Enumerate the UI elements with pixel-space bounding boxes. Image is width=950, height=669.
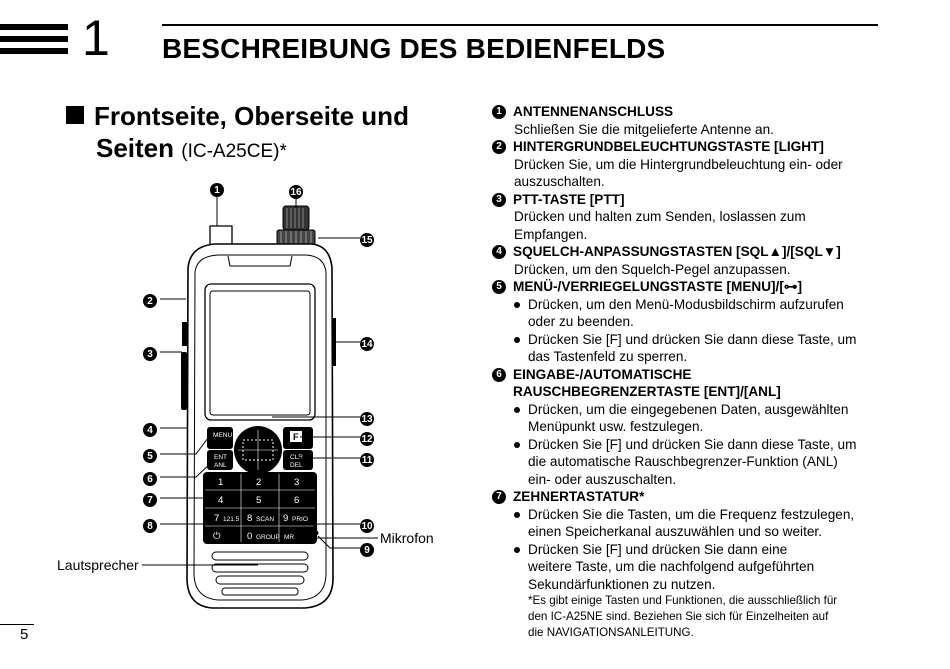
item-number: 6 <box>492 368 506 382</box>
anl-key-label: ANL <box>214 462 227 469</box>
page-number: 5 <box>20 626 29 643</box>
item-number: 2 <box>492 140 506 154</box>
bullet-line: Drücken, um den Menü-Modusbildschirm aufzurufen <box>528 296 844 312</box>
f-key-label: F <box>293 432 299 442</box>
item-desc: Empfangen. <box>514 226 588 242</box>
callout-6: 6 <box>143 472 157 486</box>
bullet-dot-icon <box>514 547 520 553</box>
footnote-line: den IC-A25NE sind. Beziehen Sie sich für Einzelheiten auf <box>528 610 829 623</box>
description-list <box>492 103 932 641</box>
bullet-line: Drücken Sie [F] und drücken Sie dann diese Taste, um <box>528 436 857 452</box>
power-icon: ⏻ <box>213 531 221 542</box>
ent-key-label: ENT <box>214 454 227 461</box>
item-title: ZEHNERTASTATUR* <box>513 489 645 504</box>
mr-key-label: MR <box>284 534 295 541</box>
item-number: 7 <box>492 490 506 504</box>
bullet-dot-icon <box>514 302 520 308</box>
microphone-hole <box>314 531 319 536</box>
bullet-line: das Tastenfeld zu sperren. <box>528 349 688 364</box>
footnote <box>492 593 932 641</box>
del-key-label: DEL <box>290 462 303 469</box>
bullet-dot-icon <box>514 442 520 448</box>
key-7: 7 <box>214 513 220 524</box>
key-0-sub: GROUP <box>256 534 280 541</box>
item-number: 1 <box>492 105 506 119</box>
key-8: 8 <box>247 513 253 524</box>
bullet-line: oder zu beenden. <box>528 314 634 329</box>
item-6 <box>492 366 932 489</box>
bullet-dot-icon <box>514 337 520 343</box>
callout-4: 4 <box>143 423 157 437</box>
bullet <box>492 296 932 331</box>
bullet-line: einen Speicherkanal auszuwählen und so weiter. <box>528 524 822 539</box>
speaker-label: Lautsprecher <box>57 557 139 573</box>
callout-10: 10 <box>361 520 373 532</box>
bullet <box>492 506 932 541</box>
item-title: MENÜ-/VERRIEGELUNGSTASTE [MENU]/[⊶] <box>513 279 802 294</box>
item-desc: auszuschalten. <box>514 174 605 189</box>
item-number: 5 <box>492 280 506 294</box>
callout-8: 8 <box>143 519 157 533</box>
key-9: 9 <box>283 513 289 524</box>
item-title-line2: RAUSCHBEGRENZERTASTE [ENT]/[ANL] <box>513 384 781 399</box>
footnote-line: die NAVIGATIONSANLEITUNG. <box>528 626 694 639</box>
ptt-button <box>181 352 187 410</box>
item-number: 3 <box>492 193 506 207</box>
item-title: PTT-TASTE [PTT] <box>513 191 625 207</box>
bullet-line: Drücken, um die eingegebenen Daten, ausgewählten <box>528 401 849 417</box>
microphone-label: Mikrofon <box>380 530 434 546</box>
footnote-line: *Es gibt einige Tasten und Funktionen, die ausschließlich für <box>528 594 838 607</box>
key-3: 3 <box>294 477 300 488</box>
callout-9: 9 <box>360 543 374 557</box>
item-title: ANTENNENANSCHLUSS <box>513 104 674 119</box>
callout-3: 3 <box>143 347 157 361</box>
item-title: SQUELCH-ANPASSUNGSTASTEN [SQL▲]/[SQL▼] <box>513 244 841 259</box>
item-desc: Drücken und halten zum Senden, loslassen zum <box>514 209 806 224</box>
bullet <box>492 331 932 366</box>
item-5 <box>492 278 932 366</box>
callout-5: 5 <box>143 449 157 463</box>
key-0: 0 <box>247 531 253 542</box>
key-9-sub: PRIO <box>292 516 308 523</box>
callout-14: 14 <box>361 338 373 350</box>
callout-11: 11 <box>361 454 373 466</box>
key-6: 6 <box>294 495 300 506</box>
page-number-rule <box>0 624 34 625</box>
item-title: EINGABE-/AUTOMATISCHE <box>513 366 692 382</box>
key-1: 1 <box>218 477 224 488</box>
item-1 <box>492 103 932 138</box>
key-7-sub: 121.5 <box>223 516 240 523</box>
key-2: 2 <box>256 477 262 488</box>
chapter-number: 1 <box>82 10 110 66</box>
key-5: 5 <box>256 495 262 506</box>
item-number: 4 <box>492 245 506 259</box>
bullet-line: Drücken Sie [F] und drücken Sie dann eine <box>528 541 788 557</box>
item-title: HINTERGRUNDBELEUCHTUNGSTASTE [LIGHT] <box>513 139 824 154</box>
bullet <box>492 401 932 436</box>
item-desc: Schließen Sie die mitgelieferte Antenne an. <box>514 121 774 137</box>
callout-12: 12 <box>361 433 373 445</box>
model-name: (IC-A25CE)* <box>181 141 287 162</box>
volume-knob <box>277 206 315 246</box>
chapter-title: BESCHREIBUNG DES BEDIENFELDS <box>162 33 666 64</box>
bullet-line: Drücken Sie [F] und drücken Sie dann diese Taste, um <box>528 331 857 347</box>
bullet <box>492 541 932 594</box>
callout-13: 13 <box>361 413 373 425</box>
callout-16: 16 <box>290 186 302 198</box>
bullet-line: die automatische Rauschbegrenzer-Funktion (ANL) <box>528 454 838 469</box>
callout-2: 2 <box>143 294 157 308</box>
section-heading-line2: Seiten <box>96 133 175 163</box>
item-3 <box>492 191 932 244</box>
bullet-dot-icon <box>514 407 520 413</box>
bullet-line: Menüpunkt usw. festzulegen. <box>528 419 704 434</box>
bullet-line: weitere Taste, um die nachfolgend aufgeführten <box>528 559 815 574</box>
item-7 <box>492 488 932 593</box>
bullet-line: ein- oder auszuschalten. <box>528 471 677 487</box>
light-button <box>182 322 187 346</box>
callout-15: 15 <box>361 234 373 246</box>
item-desc: Drücken, um den Squelch-Pegel anzupassen. <box>514 261 791 277</box>
key-4: 4 <box>218 495 224 506</box>
menu-key-label: MENU <box>213 432 233 439</box>
bullet-line: Sekundärfunktionen zu nutzen. <box>528 576 716 592</box>
clr-key-label: CLR <box>290 454 304 461</box>
item-4 <box>492 243 932 278</box>
key-8-sub: SCAN <box>256 516 275 523</box>
callout-1: 1 <box>210 183 224 197</box>
item-desc: Drücken Sie, um die Hintergrundbeleuchtung ein- oder <box>514 156 843 172</box>
callout-7: 7 <box>143 493 157 507</box>
bullet <box>492 436 932 489</box>
bullet-line: Drücken Sie die Tasten, um die Frequenz festzulegen, <box>528 506 855 522</box>
bullet-dot-icon <box>514 512 520 518</box>
item-2 <box>492 138 932 191</box>
section-heading-line1: Frontseite, Oberseite und <box>94 101 409 131</box>
